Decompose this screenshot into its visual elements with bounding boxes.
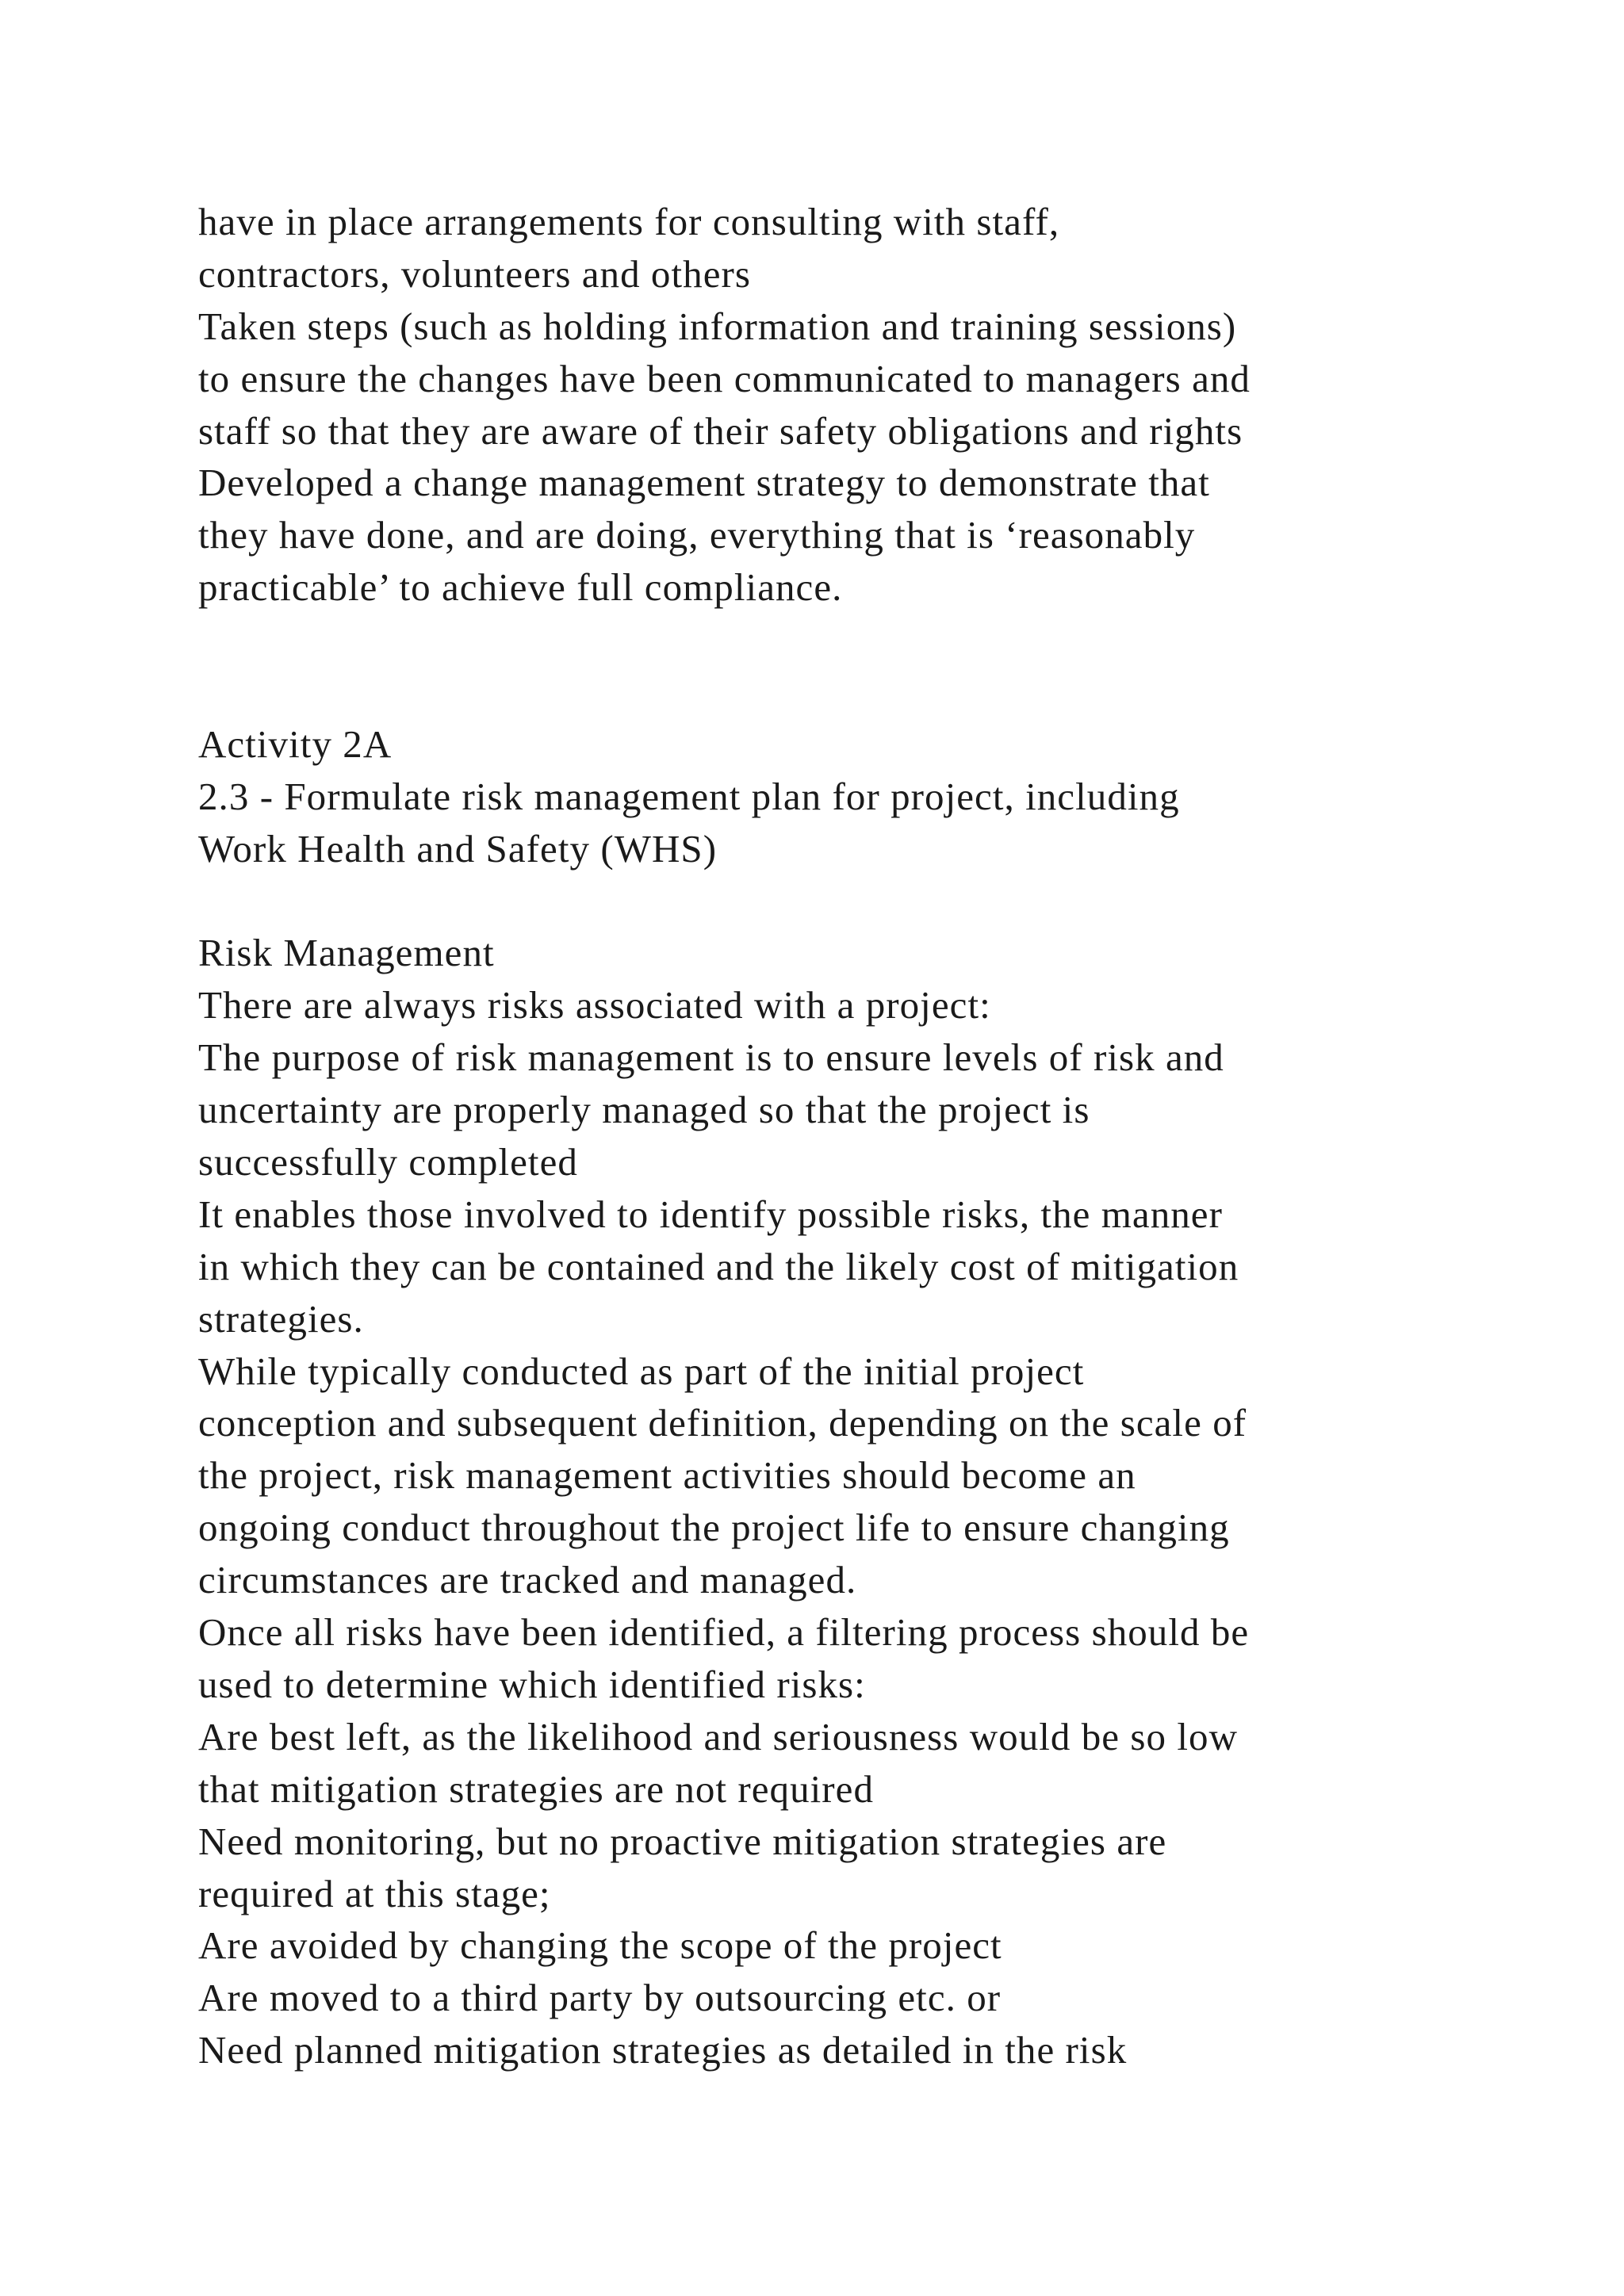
text-line: Are moved to a third party by outsourcing etc. or <box>198 1976 1002 2020</box>
text-line: While typically conducted as part of the initial project <box>198 1349 1085 1393</box>
text-line: practicable’ to achieve full compliance. <box>198 565 843 610</box>
text-line: used to determine which identified risks: <box>198 1662 866 1706</box>
text-line: 2.3 - Formulate risk management plan for project, including <box>198 774 1180 818</box>
blank-line <box>198 614 1507 666</box>
text-line: ongoing conduct throughout the project life to ensure changing <box>198 1506 1230 1550</box>
text-line: contractors, volunteers and others <box>198 251 751 296</box>
text-line: conception and subsequent definition, depending on the scale of <box>198 1401 1247 1445</box>
text-line: the project, risk management activities should become an <box>198 1453 1136 1498</box>
text-line: The purpose of risk management is to ensure levels of risk and <box>198 1035 1224 1080</box>
blank-line <box>198 666 1507 718</box>
document-page <box>198 196 1507 2076</box>
text-line: have in place arrangements for consulting with staff, <box>198 200 1060 243</box>
section-heading: Risk Management <box>198 931 495 975</box>
text-line: Are best left, as the likelihood and seriousness would be so low <box>198 1714 1239 1758</box>
text-line: staff so that they are aware of their safety obligations and rights <box>198 408 1243 453</box>
text-line: to ensure the changes have been communicated to managers and <box>198 356 1251 400</box>
text-line: circumstances are tracked and managed. <box>198 1558 857 1602</box>
text-line: There are always risks associated with a project: <box>198 983 991 1027</box>
text-line: Need planned mitigation strategies as detailed in the risk <box>198 2028 1128 2072</box>
text-line: It enables those involved to identify possible risks, the manner <box>198 1192 1223 1236</box>
text-line: successfully completed <box>198 1140 578 1184</box>
text-line: Are avoided by changing the scope of the project <box>198 1923 1002 1968</box>
text-line: Developed a change management strategy to demonstrate that <box>198 461 1210 505</box>
text-line: Need monitoring, but no proactive mitigation strategies are <box>198 1819 1167 1863</box>
blank-line <box>198 875 1507 928</box>
activity-heading: Activity 2A <box>198 721 393 766</box>
text-line: Taken steps (such as holding information and training sessions) <box>198 304 1237 348</box>
text-line: strategies. <box>198 1296 364 1341</box>
text-line: Once all risks have been identified, a filtering process should be <box>198 1610 1250 1655</box>
text-line: that mitigation strategies are not required <box>198 1766 875 1811</box>
text-line: they have done, and are doing, everything that is ‘reasonably <box>198 513 1196 557</box>
text-line: Work Health and Safety (WHS) <box>198 826 718 871</box>
text-line: required at this stage; <box>198 1871 551 1915</box>
text-line: uncertainty are properly managed so that the project is <box>198 1088 1090 1132</box>
text-line: in which they can be contained and the likely cost of mitigation <box>198 1244 1239 1288</box>
